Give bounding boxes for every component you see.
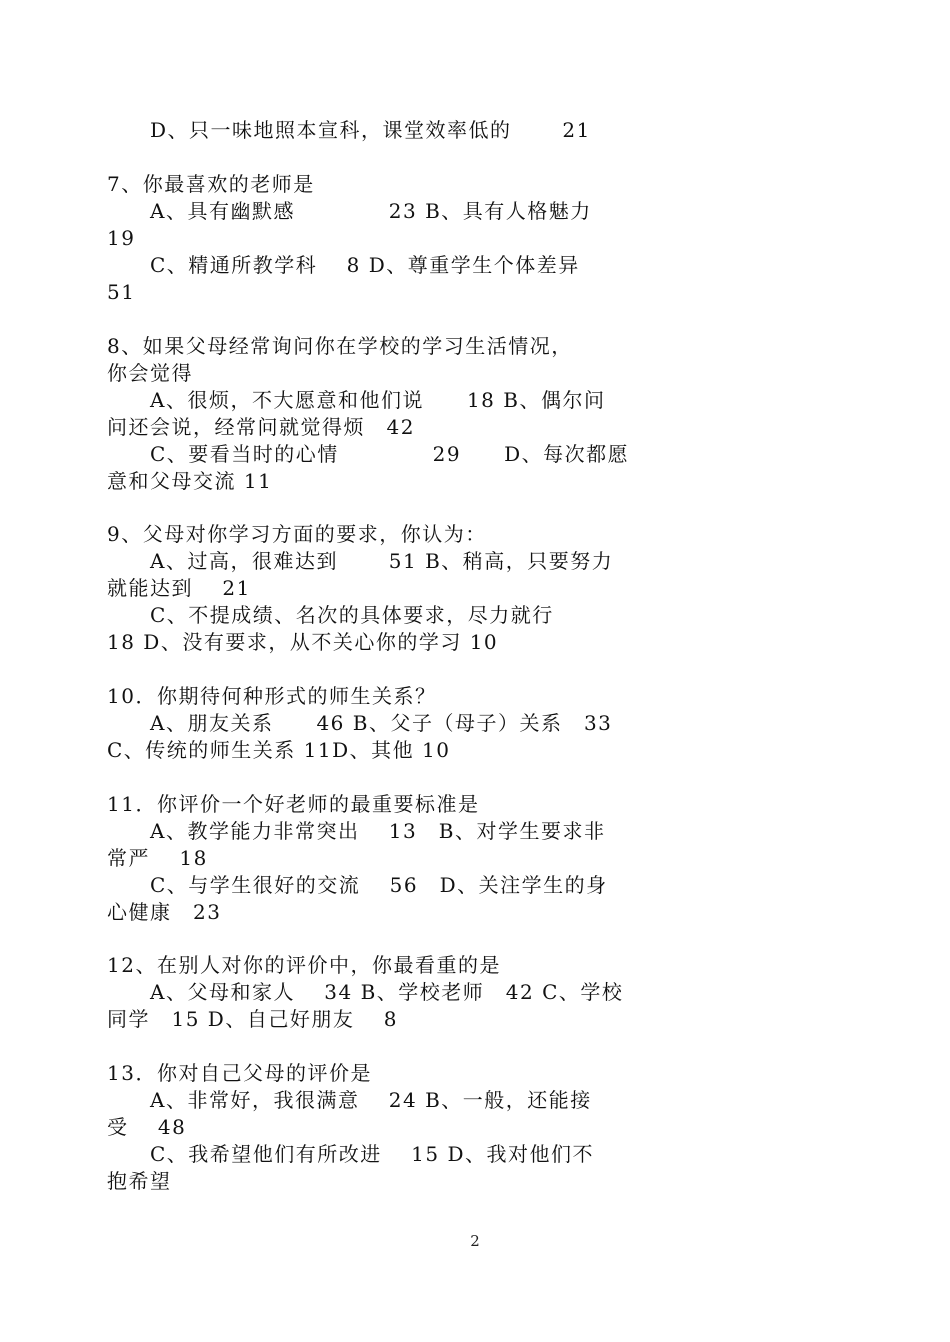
question-9: 9、父母对你学习方面的要求，你认为： — [107, 522, 487, 546]
text-line: 受 48 — [107, 1115, 187, 1139]
text-line: 心健康 23 — [107, 900, 222, 924]
text-line: A、过高，很难达到 51 B、稍高，只要努力 — [107, 549, 614, 573]
text-line: 你会觉得 — [107, 361, 193, 385]
question-10: 10．你期待何种形式的师生关系？ — [107, 684, 437, 708]
text-line: A、朋友关系 46 B、父子（母子）关系 33 — [107, 711, 613, 735]
text-line: 就能达到 21 — [107, 576, 251, 600]
question-11: 11．你评价一个好老师的最重要标准是 — [107, 792, 480, 816]
text-line: 抱希望 — [107, 1169, 172, 1193]
text-line: 意和父母交流 11 — [107, 469, 273, 493]
text-line: 51 — [107, 280, 136, 304]
text-line: A、非常好，我很满意 24 B、一般，还能接 — [107, 1088, 592, 1112]
text-line: 18 D、没有要求，从不关心你的学习 10 — [107, 630, 499, 654]
text-line: C、与学生很好的交流 56 D、关注学生的身 — [107, 873, 608, 897]
text-line: C、传统的师生关系 11D、其他 10 — [107, 738, 451, 762]
text-line: C、我希望他们有所改进 15 D、我对他们不 — [107, 1142, 595, 1166]
page-number: 2 — [470, 1232, 480, 1250]
text-line: A、具有幽默感 23 B、具有人格魅力 — [107, 199, 592, 223]
text-line: 常严 18 — [107, 846, 208, 870]
text-line: 19 — [107, 226, 136, 250]
text-line: A、很烦，不大愿意和他们说 18 B、偶尔问 — [107, 388, 606, 412]
text-line: 同学 15 D、自己好朋友 8 — [107, 1007, 398, 1031]
text-line: C、要看当时的心情 29 D、每次都愿 — [107, 442, 630, 466]
text-line: A、父母和家人 34 B、学校老师 42 C、学校 — [107, 980, 624, 1004]
question-8: 8、如果父母经常询问你在学校的学习生活情况， — [107, 334, 573, 358]
text-line: C、不提成绩、名次的具体要求，尽力就行 — [107, 603, 554, 627]
text-line: D、只一味地照本宣科，课堂效率低的 21 — [107, 118, 591, 142]
text-line: 问还会说，经常问就觉得烦 42 — [107, 415, 415, 439]
question-7: 7、你最喜欢的老师是 — [107, 172, 315, 196]
text-line: A、教学能力非常突出 13 B、对学生要求非 — [107, 819, 606, 843]
question-12: 12、在别人对你的评价中，你最看重的是 — [107, 953, 501, 977]
text-line: C、精通所教学科 8 D、尊重学生个体差异 — [107, 253, 580, 277]
question-13: 13．你对自己父母的评价是 — [107, 1061, 372, 1085]
